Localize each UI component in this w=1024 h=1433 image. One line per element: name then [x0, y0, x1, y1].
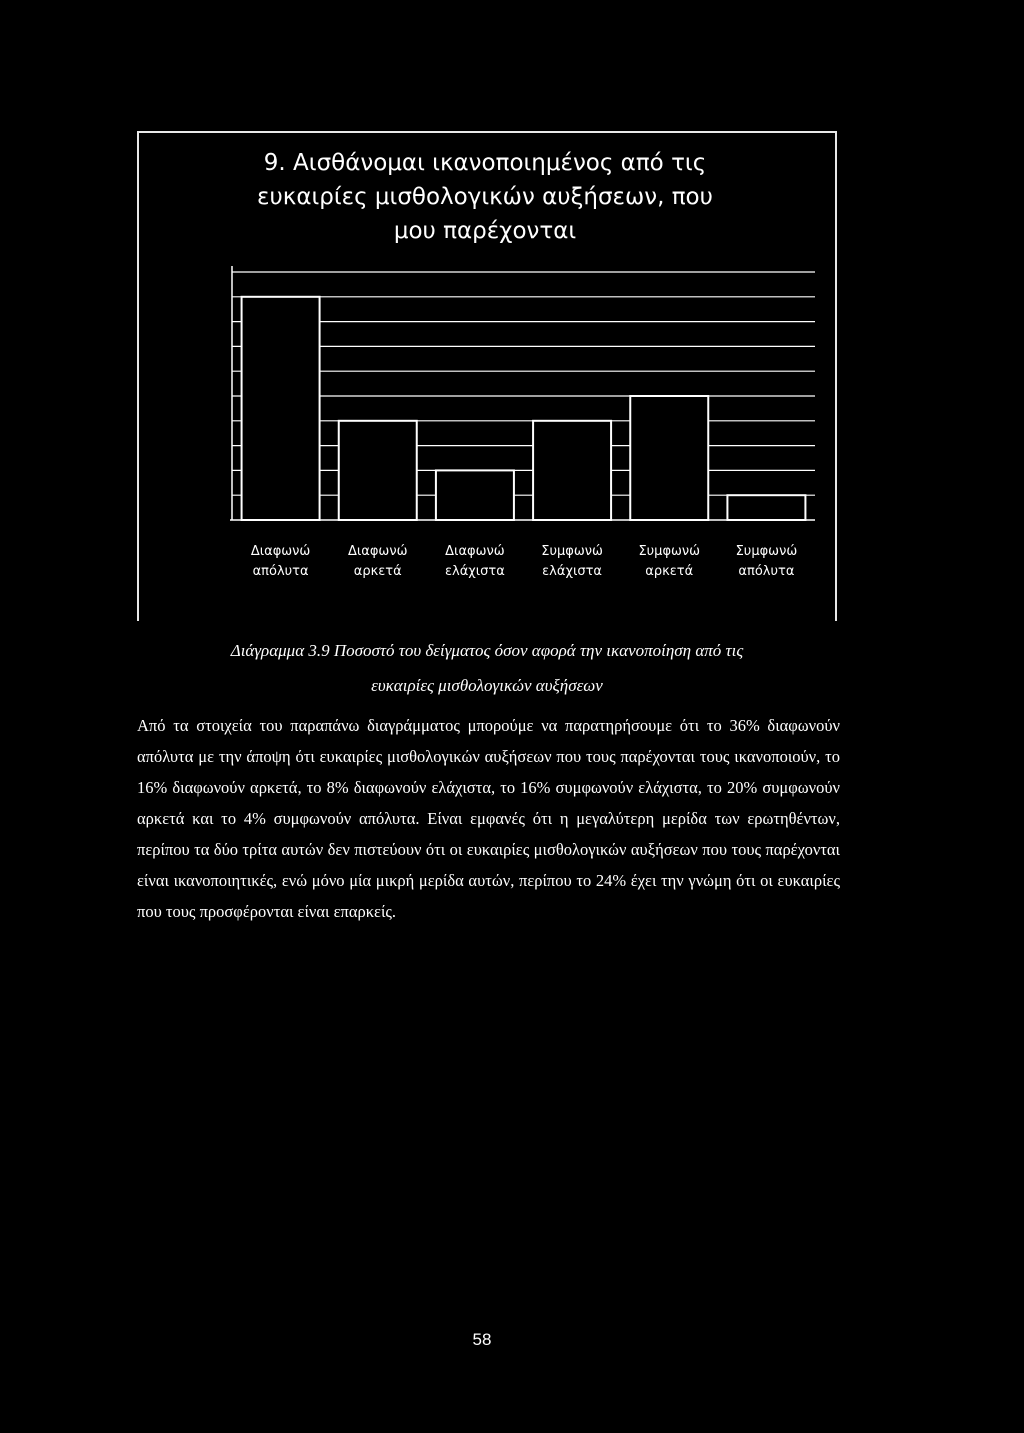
x-tick-label-line: Συμφωνώ [638, 544, 701, 559]
body-paragraph: Από τα στοιχεία του παραπάνω διαγράμματος μπορούμε να παρατηρήσουμε ότι το 36% διαφωνούν απόλυτα με την άποψη ότι ευκαιρίες μισθολογικών αυξήσεων που τους παρέχονται τους ικανοποιούν, το 16% διαφωνούν αρκετά, το 8% διαφωνούν ελάχιστα, το 16% συμφωνούν ελάχιστα, το 20% συμφωνούν αρκετά και το 4% συμφωνούν απόλυτα. Είναι εμφανές ότι η μεγαλύτερη μερίδα των ερωτηθέντων, περίπου τα δύο τρίτα αυτών δεν πιστεύουν ότι οι ευκαιρίες μισθολογικών αυξήσεων που τους παρέχονται είναι ικανοποιητικές, ενώ μόνο μία μικρή μερίδα αυτών, περίπου το 24% έχει την γνώμη ότι οι ευκαιρίες που τους προσφέρονται είναι επαρκείς. [137, 716, 840, 921]
bar-3 [436, 470, 514, 520]
figure-caption [137, 633, 837, 703]
x-tick-label-line: ελάχιστα [444, 564, 505, 579]
bar-2 [339, 421, 417, 520]
bar-5 [630, 396, 708, 520]
x-tick-label-line: απόλυτα [738, 564, 795, 579]
chart-title-line-1: 9. Αισθάνομαι ικανοποιημένος από τις [263, 150, 707, 176]
x-tick-label-line: Συμφωνώ [541, 544, 603, 559]
x-tick-label-line: Διαφωνώ [250, 544, 311, 559]
x-tick-label-line: Συμφωνώ [735, 544, 798, 559]
x-tick-label-line: Διαφωνώ [348, 544, 408, 559]
bar-4 [533, 421, 611, 520]
x-tick-label-3 [420, 542, 530, 582]
caption-line-2: ευκαιρίες μισθολογικών αυξήσεων [371, 676, 603, 695]
x-tick-label-1 [226, 542, 336, 582]
x-tick-label-line: αρκετά [353, 564, 402, 579]
x-tick-label-line: απόλυτα [252, 564, 309, 579]
chart-title-line-2: ευκαιρίες μισθολογικών αυξήσεων, που [257, 184, 713, 210]
x-tick-label-5 [614, 542, 724, 582]
x-tick-label-6 [711, 542, 821, 582]
x-tick-label-line: αρκετά [645, 564, 694, 579]
x-tick-label-line: Διαφωνώ [445, 544, 505, 559]
x-tick-label-line: ελάχιστα [542, 564, 602, 579]
caption-line-1: Διάγραμμα 3.9 Ποσοστό του δείγματος όσον αφορά την ικανοποίηση από τις [230, 641, 744, 660]
bar-1 [242, 297, 320, 520]
chart-title-line-3: μου παρέχονται [393, 218, 577, 244]
bar-6 [727, 495, 805, 520]
x-tick-label-2 [323, 542, 433, 582]
x-tick-label-4 [517, 542, 627, 582]
page-number: 58 [472, 1330, 492, 1349]
